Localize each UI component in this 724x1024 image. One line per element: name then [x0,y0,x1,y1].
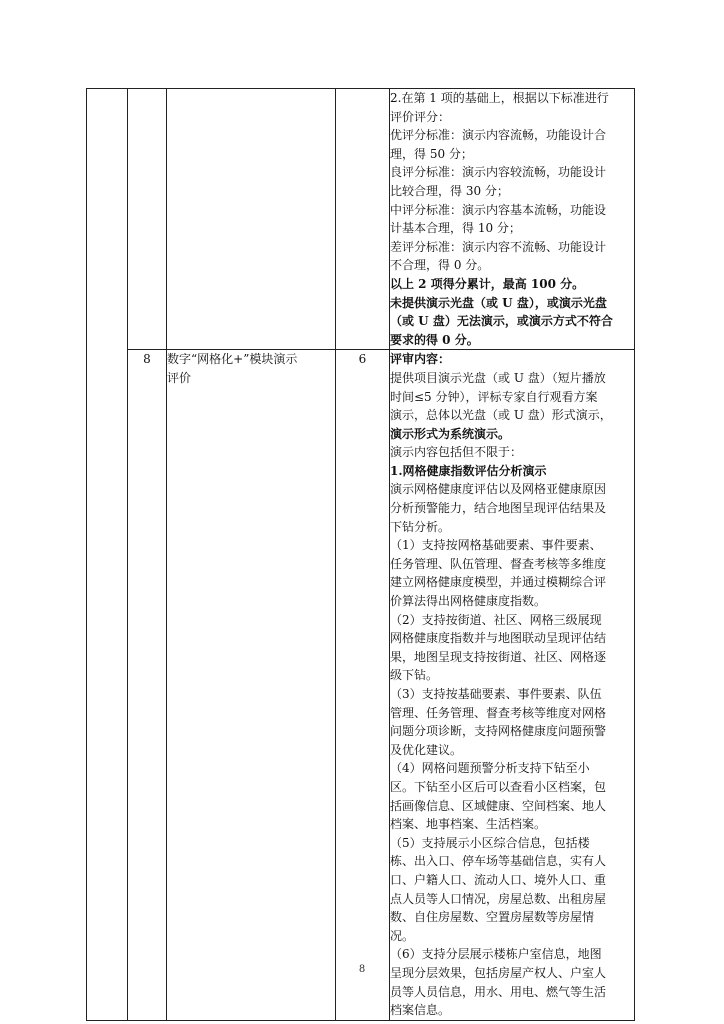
scoring-criteria-cell [390,89,635,350]
category-cell [87,89,128,1021]
content-line: 点人员等人口情况，房屋总数、出租房屋 [390,891,607,906]
table-row [87,89,635,350]
page-number: 8 [358,964,366,975]
content-line: 演示网格健康度评估以及网格亚健康原因 [390,482,607,497]
content-line: 任务管理、队伍管理、督查考核等多维度 [390,556,607,571]
item-name-cell [167,350,336,1020]
content-line: （5）支持展示小区综合信息，包括楼 [390,835,590,850]
content-line: 区。下钻至小区后可以查看小区档案，包 [390,779,607,794]
content-line: 级下钻。 [390,668,439,683]
content-line: （或 U 盘）无法演示，或演示方式不符合 [390,314,613,329]
content-line: 括画像信息、区域健康、空间档案、地人 [390,798,607,813]
content-line: 数、自住房屋数、空置房屋数等房屋情 [390,910,595,925]
content-line: 档案信息。 [390,1003,451,1018]
content-line: 理，得 50 分； [390,146,473,161]
content-line: 中评分标准：演示内容基本流畅，功能设 [390,202,607,217]
content-line: 要求的得 0 分。 [390,332,479,347]
content-line: 演示形式为系统演示。 [390,426,511,441]
content-line: 网格健康度指数并与地图联动呈现评估结 [390,631,607,646]
content-line: 未提供演示光盘（或 U 盘），或演示光盘 [390,295,607,310]
content-line: 优评分标准：演示内容流畅，功能设计合 [390,128,607,143]
content-line: 及优化建议。 [390,742,463,757]
item-name-line: 数字“网格化+”模块演示 [167,352,298,367]
content-line: 口、户籍人口、流动人口、境外人口、重 [390,872,607,887]
content-line: 建立网格健康度模型，并通过模糊综合评 [390,575,607,590]
review-content-cell [390,350,635,1020]
content-line: 管理、任务管理、督查考核等维度对网格 [390,705,607,720]
item-name-line: 评价 [167,370,192,385]
scoring-table [86,88,635,1021]
item-name-cell [167,89,336,350]
content-line: 提供项目演示光盘（或 U 盘）（短片播放 [390,370,606,385]
content-line: 计基本合理，得 10 分； [390,221,521,236]
content-line: （3）支持按基础要素、事件要素、队伍 [390,687,602,701]
content-line: 况。 [390,928,415,943]
content-line: 员等人员信息，用水、用电、燃气等生活 [390,984,607,999]
item-number-cell: 8 [128,350,167,1020]
content-line: 呈现分层效果，包括房屋产权人、户室人 [390,965,607,980]
item-score-cell: 6 [336,350,390,1020]
content-line: （6）支持分层展示楼栋户室信息，地图 [390,947,602,962]
content-line: 时间≤5 分钟），评标专家自行观看方案 [390,389,598,404]
content-line: 不合理，得 0 分。 [390,258,490,273]
content-line: （1）支持按网格基础要素、事件要素、 [390,538,602,553]
content-line: 果，地图呈现支持按街道、社区、网格逐 [390,649,607,664]
content-line: 良评分标准：演示内容较流畅，功能设计 [390,165,607,180]
content-line: 评审内容： [390,352,451,367]
content-line: （2）支持按街道、社区、网格三级展现 [390,612,602,627]
content-line: 比较合理，得 30 分； [390,183,509,198]
content-line: 价算法得出网格健康度指数。 [390,594,547,609]
table-row [87,350,635,1020]
content-line: 问题分项诊断，支持网格健康度问题预警 [390,724,607,739]
content-line: 演示，总体以光盘（或 U 盘）形式演示， [390,408,612,423]
content-line: 2.在第 1 项的基础上，根据以下标准进行 [390,91,609,105]
content-line: 演示内容包括但不限于： [390,445,523,460]
content-line: 栋、出入口、停车场等基础信息，实有人 [390,854,607,869]
item-number-cell [128,89,167,350]
content-line: 以上 2 项得分累计，最高 100 分。 [390,276,585,291]
content-line: 档案、地事档案、生活档案。 [390,817,547,832]
content-line: （4）网格问题预警分析支持下钻至小 [390,761,590,776]
content-line: 差评分标准：演示内容不流畅、功能设计 [390,239,607,254]
content-line: 1.网格健康指数评估分析演示 [390,463,547,478]
item-score-cell [336,89,390,350]
content-line: 下钻分析。 [390,519,451,534]
content-line: 分析预警能力，结合地图呈现评估结果及 [390,501,607,516]
content-line: 评价评分： [390,109,451,124]
